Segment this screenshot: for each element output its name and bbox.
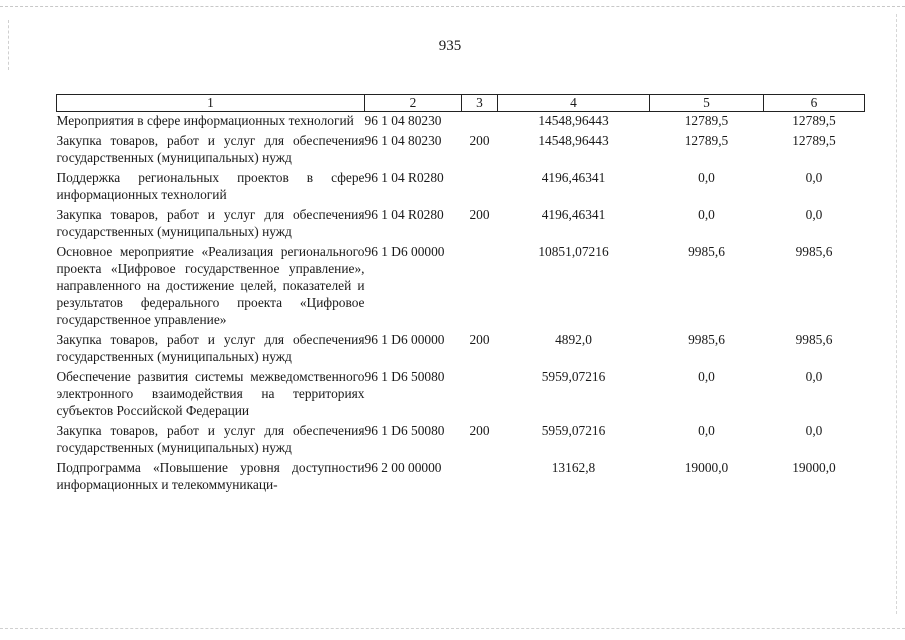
row-name: Мероприятия в сфере информационных технологий	[56, 113, 354, 128]
page-number: 935	[438, 38, 462, 54]
row-code: 96 1 D6 50080	[364, 423, 445, 438]
table-row	[57, 206, 865, 243]
row-code: 96 1 D6 00000	[364, 332, 445, 347]
column-header: 4	[498, 95, 650, 112]
row-name: Закупка товаров, работ и услуг для обеспечения государственных (муниципальных) нужд	[56, 332, 365, 364]
table-row	[57, 132, 865, 169]
column-header: 6	[764, 95, 865, 112]
scan-edge-right	[896, 14, 897, 614]
column-header: 5	[650, 95, 764, 112]
row-code: 96 1 D6 00000	[364, 244, 445, 259]
row-name: Подпрограмма «Повышение уровня доступности информационных и телекоммуникаци-	[56, 460, 365, 492]
budget-table	[56, 94, 865, 496]
table-row	[57, 112, 865, 133]
table-row	[57, 331, 865, 368]
row-amount-col4: 10851,07216	[538, 244, 609, 259]
row-amount-col5: 19000,0	[684, 460, 729, 475]
column-header: 3	[462, 95, 498, 112]
row-name: Закупка товаров, работ и услуг для обеспечения государственных (муниципальных) нужд	[56, 133, 365, 165]
table-row	[57, 243, 865, 331]
row-code: 96 1 D6 50080	[364, 369, 445, 384]
row-amount-col4: 14548,96443	[538, 113, 609, 128]
row-amount-col5: 0,0	[698, 423, 715, 438]
row-expense-type: 200	[469, 133, 490, 148]
row-amount-col4: 4196,46341	[541, 170, 606, 185]
scan-edge-bottom	[0, 628, 905, 629]
table-row	[57, 422, 865, 459]
row-amount-col6: 12789,5	[792, 113, 836, 128]
row-amount-col5: 9985,6	[688, 244, 725, 259]
row-code: 96 1 04 R0280	[364, 170, 444, 185]
row-expense-type	[462, 459, 498, 496]
row-name: Поддержка региональных проектов в сфере информационных технологий	[56, 170, 365, 202]
row-amount-col5: 0,0	[698, 170, 715, 185]
row-expense-type	[462, 243, 498, 331]
row-amount-col4: 5959,07216	[541, 423, 606, 438]
row-name: Основное мероприятие «Реализация регионального проекта «Цифровое государственное управление», направленного на достижение целей, показателей и результатов федерального проекта «Цифровое государственное управление»	[56, 244, 365, 327]
row-expense-type	[462, 169, 498, 206]
row-name: Закупка товаров, работ и услуг для обеспечения государственных (муниципальных) нужд	[56, 207, 365, 239]
row-expense-type: 200	[469, 207, 490, 222]
row-code: 96 1 04 80230	[364, 133, 442, 148]
row-amount-col5: 9985,6	[688, 332, 725, 347]
column-header: 1	[57, 95, 365, 112]
row-amount-col6: 9985,6	[795, 244, 833, 259]
row-amount-col4: 13162,8	[551, 460, 596, 475]
table-row	[57, 169, 865, 206]
header-row	[57, 95, 865, 112]
row-amount-col6: 0,0	[805, 423, 823, 438]
row-expense-type: 200	[469, 332, 490, 347]
column-header: 2	[365, 95, 462, 112]
row-amount-col4: 5959,07216	[541, 369, 606, 384]
row-amount-col6: 12789,5	[792, 133, 836, 148]
row-expense-type: 200	[469, 423, 490, 438]
row-code: 96 1 04 80230	[364, 113, 442, 128]
row-amount-col4: 14548,96443	[538, 133, 609, 148]
row-amount-col6: 0,0	[805, 369, 823, 384]
table-row	[57, 459, 865, 496]
row-expense-type	[462, 368, 498, 422]
row-amount-col5: 0,0	[698, 207, 715, 222]
row-amount-col4: 4892,0	[555, 332, 592, 347]
row-amount-col5: 0,0	[698, 369, 715, 384]
row-name: Закупка товаров, работ и услуг для обеспечения государственных (муниципальных) нужд	[56, 423, 365, 455]
row-code: 96 1 04 R0280	[364, 207, 444, 222]
row-amount-col6: 19000,0	[792, 460, 836, 475]
row-amount-col6: 0,0	[805, 170, 823, 185]
scan-edge-left	[8, 20, 9, 70]
row-amount-col6: 0,0	[805, 207, 823, 222]
row-amount-col5: 12789,5	[684, 113, 729, 128]
scan-edge-top	[0, 6, 905, 7]
row-amount-col6: 9985,6	[795, 332, 833, 347]
row-amount-col4: 4196,46341	[541, 207, 606, 222]
row-expense-type	[462, 112, 498, 133]
table-row	[57, 368, 865, 422]
row-code: 96 2 00 00000	[364, 460, 442, 475]
row-name: Обеспечение развития системы межведомственного электронного взаимодействия на территориях субъектов Российской Федерации	[56, 369, 365, 418]
row-amount-col5: 12789,5	[684, 133, 729, 148]
